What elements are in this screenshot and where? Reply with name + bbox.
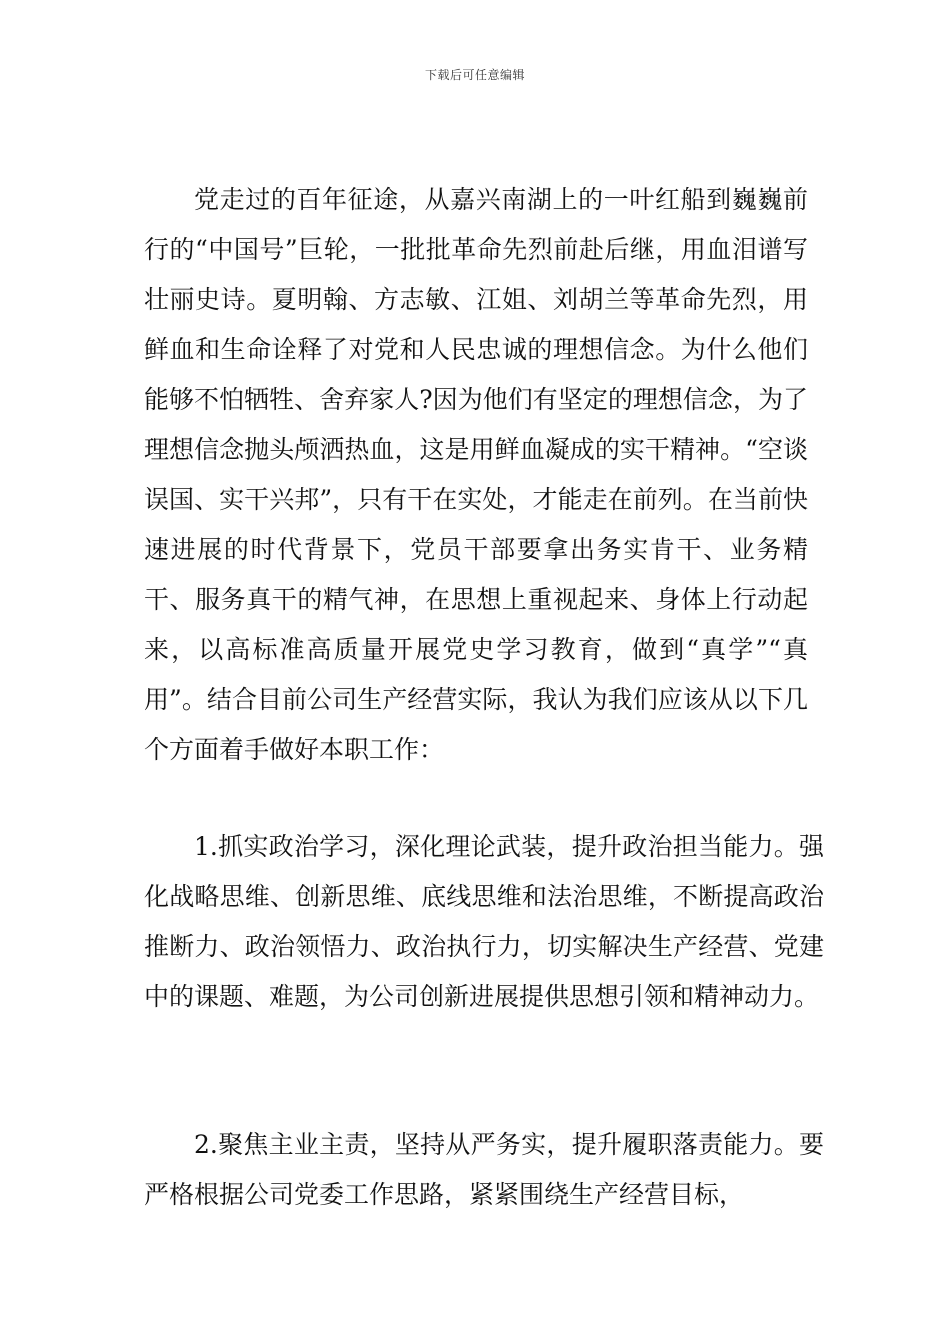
paragraph-point-2: 2.聚焦主业主责，坚持从严务实，提升履职落责能力。要严格根据公司党委工作思路，紧紧围绕生产经营目标， [144, 1130, 824, 1209]
paragraph-intro: 党走过的百年征途，从嘉兴南湖上的一叶红船到巍巍前行的“中国号”巨轮，一批批革命先烈前赴后继，用血泪谱写壮丽史诗。夏明翰、方志敏、江姐、刘胡兰等革命先烈，用鲜血和生命诠释了对党和人民忠诚的理想信念。为什么他们能够不怕牺牲、舍弃家人?因为他们有坚定的理想信念，为了理想信念抛头颅洒热血，这是用鲜血凝成的实干精神。“空谈误国、实干兴邦”，只有干在实处，才能走在前列。在当前快速进展的时代背景下，党员干部要拿出务实肯干、业务精干、服务真干的精气神，在思想上重视起来、身体上行动起来，以高标准高质量开展党史学习教育，做到“真学”“真用”。结合目前公司生产经营实际，我认为我们应该从以下几个方面着手做好本职工作： [144, 185, 808, 764]
paragraph-point-1: 1.抓实政治学习，深化理论武装，提升政治担当能力。强化战略思维、创新思维、底线思维和法治思维，不断提高政治推断力、政治领悟力、政治执行力，切实解决生产经营、党建中的课题、难题，为公司创新进展提供思想引领和精神动力。 [144, 832, 824, 1011]
header-note: 下载后可任意编辑 [424, 68, 525, 82]
